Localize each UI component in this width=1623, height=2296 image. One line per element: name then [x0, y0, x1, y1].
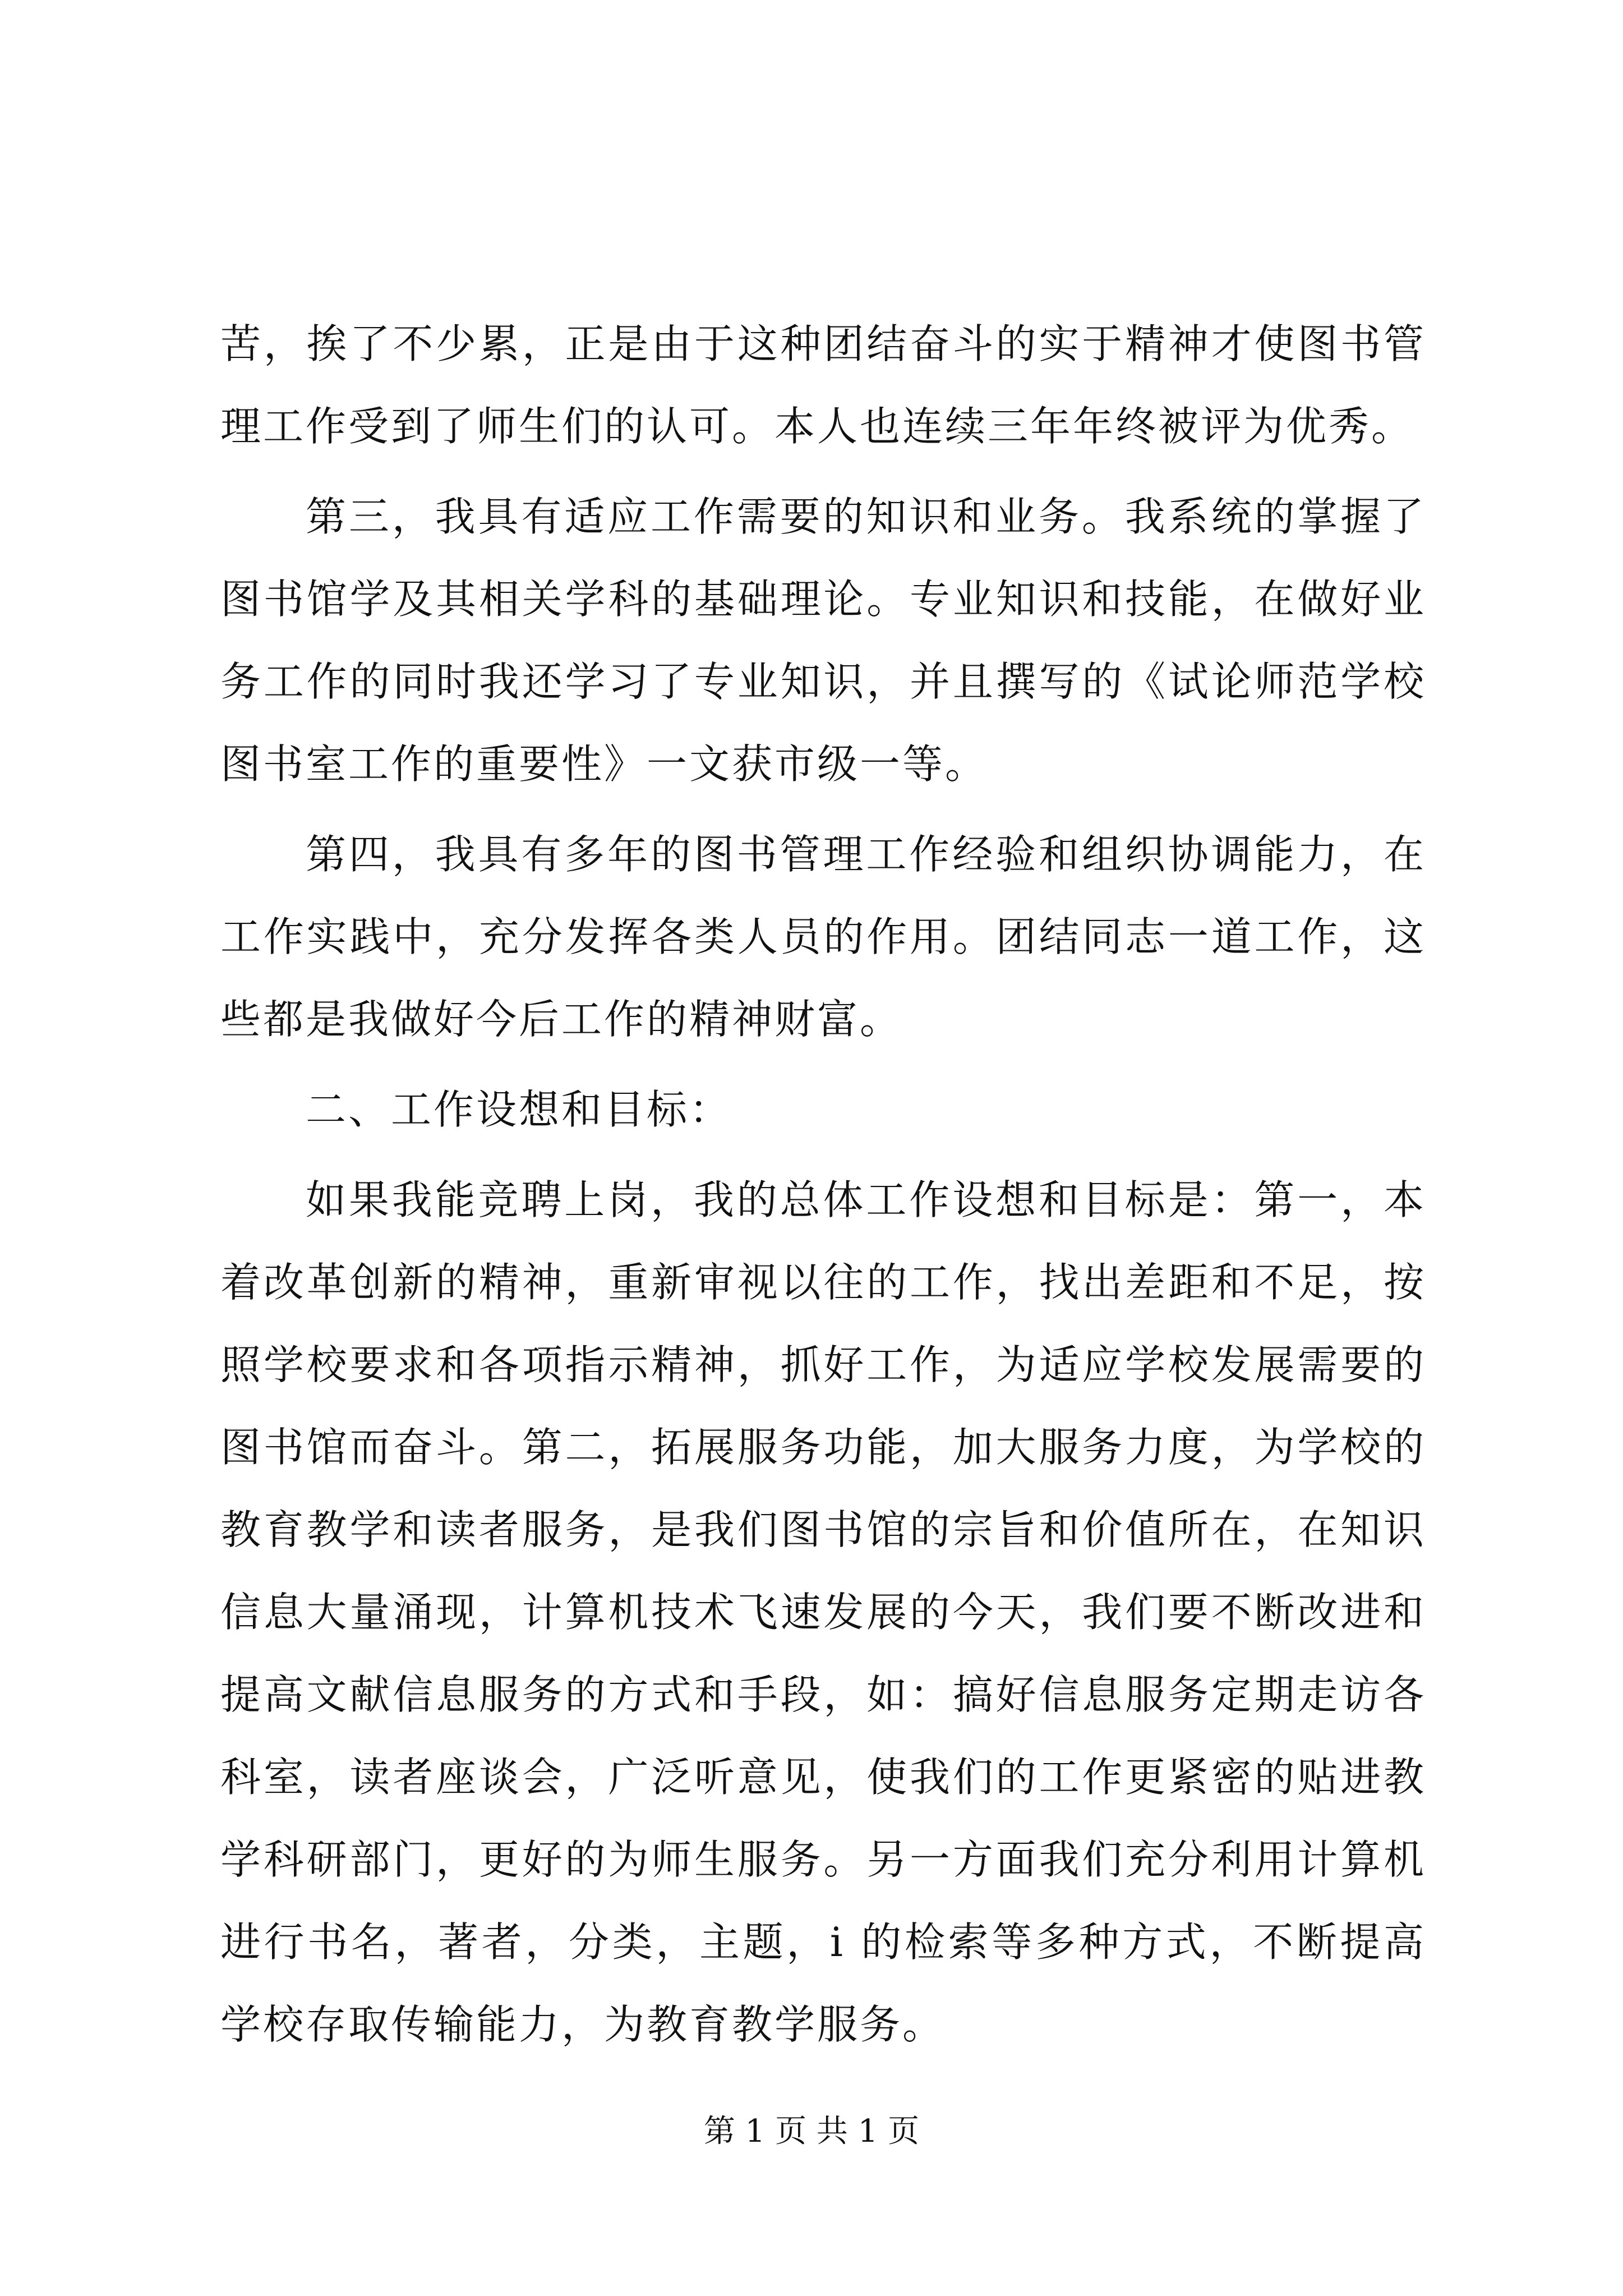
document-body	[220, 303, 1426, 2074]
page-footer: 第 1 页 共 1 页	[703, 2113, 920, 2150]
paragraph-third-point: 第三，我具有适应工作需要的知识和业务。我系统的掌握了图书馆学及其相关学科的基础理论。专业知识和技能，在做好业务工作的同时我还学习了专业知识，并且撰写的《试论师范学校图书室工作的重要性》一文获市级一等。	[220, 493, 1426, 788]
paragraph-fourth-point: 第四，我具有多年的图书管理工作经验和组织协调能力，在工作实践中，充分发挥各类人员的作用。团结同志一道工作，这些都是我做好今后工作的精神财富。	[220, 831, 1426, 1043]
paragraph-work-plan: 如果我能竞聘上岗，我的总体工作设想和目标是：第一，本着改革创新的精神，重新审视以往的工作，找出差距和不足，按照学校要求和各项指示精神，抓好工作，为适应学校发展需要的图书馆而奋斗。第二，拓展服务功能，加大服务力度，为学校的教育教学和读者服务，是我们图书馆的宗旨和价值所在，在知识信息大量涌现，计算机技术飞速发展的今天，我们要不断改进和提高文献信息服务的方式和手段，如：搞好信息服务定期走访各科室，读者座谈会，广泛听意见，使我们的工作更紧密的贴进教学科研部门，更好的为师生服务。另一方面我们充分利用计算机进行书名，著者，分类，主题，i 的检索等多种方式，不断提高学校存取传输能力，为教育教学服务。	[220, 1176, 1426, 2048]
paragraph-continuation: 苦，挨了不少累，正是由于这种团结奋斗的实于精神才使图书管理工作受到了师生们的认可。本人也连续三年年终被评为优秀。	[220, 320, 1426, 450]
section-heading: 二、工作设想和目标：	[306, 1086, 732, 1133]
